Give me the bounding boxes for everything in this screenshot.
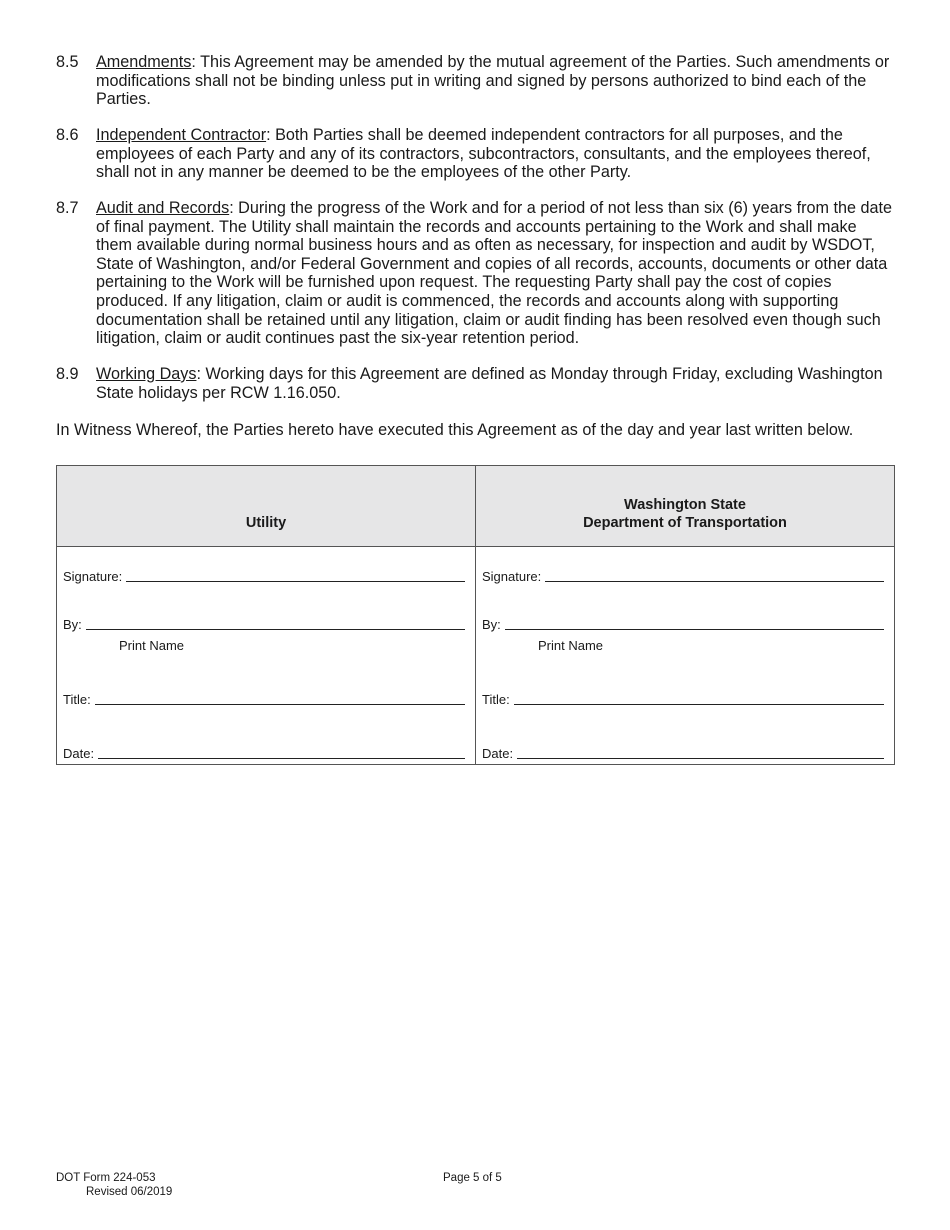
by-line[interactable] <box>86 617 465 630</box>
utility-date-field[interactable] <box>63 746 465 761</box>
wsdot-date-field[interactable] <box>482 746 884 761</box>
date-line[interactable] <box>98 746 465 759</box>
section-heading: Working Days <box>96 365 197 383</box>
by-label: By: <box>482 617 501 632</box>
by-label: By: <box>63 617 82 632</box>
section-number: 8.6 <box>56 126 79 144</box>
date-label: Date: <box>63 746 95 761</box>
by-line[interactable] <box>505 617 884 630</box>
title-line[interactable] <box>95 692 465 705</box>
wsdot-header-line2: Department of Transportation <box>583 515 787 531</box>
signature-label: Signature: <box>482 569 542 584</box>
revised-date: Revised 06/2019 <box>86 1186 173 1198</box>
section-8-7 <box>56 199 896 348</box>
print-name-caption: Print Name <box>119 638 185 653</box>
section-number: 8.9 <box>56 365 79 383</box>
section-heading: Audit and Records <box>96 199 230 217</box>
wsdot-header <box>476 466 895 547</box>
signature-label: Signature: <box>63 569 123 584</box>
witness-statement: In Witness Whereof, the Parties hereto have executed this Agreement as of the day and year last written below. <box>56 421 854 439</box>
section-number: 8.5 <box>56 53 79 71</box>
print-name-caption: Print Name <box>538 638 604 653</box>
section-number: 8.7 <box>56 199 79 217</box>
section-text: : Working days for this Agreement are defined as Monday through Friday, excluding Washington State holidays per RCW 1.16.050. <box>96 365 883 402</box>
signature-line[interactable] <box>545 569 884 582</box>
section-heading: Independent Contractor <box>96 126 267 144</box>
section-text: : Both Parties shall be deemed independent contractors for all purposes, and the employees of each Party and any of its contractors, subcontractors, consultants, and the employees thereof, shall not in any manner be deemed to be the employees of the other Party. <box>96 126 871 182</box>
section-8-5 <box>56 53 896 109</box>
title-label: Title: <box>63 692 91 707</box>
wsdot-title-field[interactable] <box>482 692 884 707</box>
title-line[interactable] <box>514 692 884 705</box>
signature-table <box>56 465 895 765</box>
wsdot-by-field[interactable] <box>482 617 884 632</box>
utility-signature-block <box>57 547 476 765</box>
form-number: DOT Form 224-053 <box>56 1172 156 1184</box>
utility-title-field[interactable] <box>63 692 465 707</box>
section-text: : During the progress of the Work and for a period of not less than six (6) years from the date of final payment. The Utility shall maintain the records and accounts pertaining to the Work and shall make them available during normal business hours and as often as necessary, for inspection and audit by WSDOT, State of Washington, and/or Federal Government and copies of all records, accounts, documents or other data pertaining to the Work will be furnished upon request. The requesting Party shall pay the cost of copies produced. If any litigation, claim or audit is commenced, the records and accounts along with supporting documentation shall be retained until any litigation, claim or audit finding has been resolved even though such litigation, claim or audit continues past the six-year retention period. <box>96 199 893 348</box>
footer-form-info <box>56 1171 172 1199</box>
utility-header: Utility <box>57 466 476 547</box>
signature-line[interactable] <box>126 569 465 582</box>
wsdot-header-line1: Washington State <box>624 497 746 513</box>
utility-by-field[interactable] <box>63 617 465 632</box>
wsdot-signature-block <box>476 547 895 765</box>
wsdot-signature-field[interactable] <box>482 569 884 584</box>
section-8-9 <box>56 365 896 402</box>
title-label: Title: <box>482 692 510 707</box>
section-text: : This Agreement may be amended by the mutual agreement of the Parties. Such amendments or modifications shall not be binding unless put in writing and signed by persons authorized to bind each of the Parties. <box>96 53 890 109</box>
section-heading: Amendments <box>96 53 192 71</box>
section-8-6 <box>56 126 896 182</box>
utility-signature-field[interactable] <box>63 569 465 584</box>
date-label: Date: <box>482 746 514 761</box>
page-number: Page 5 of 5 <box>443 1172 502 1184</box>
date-line[interactable] <box>517 746 884 759</box>
